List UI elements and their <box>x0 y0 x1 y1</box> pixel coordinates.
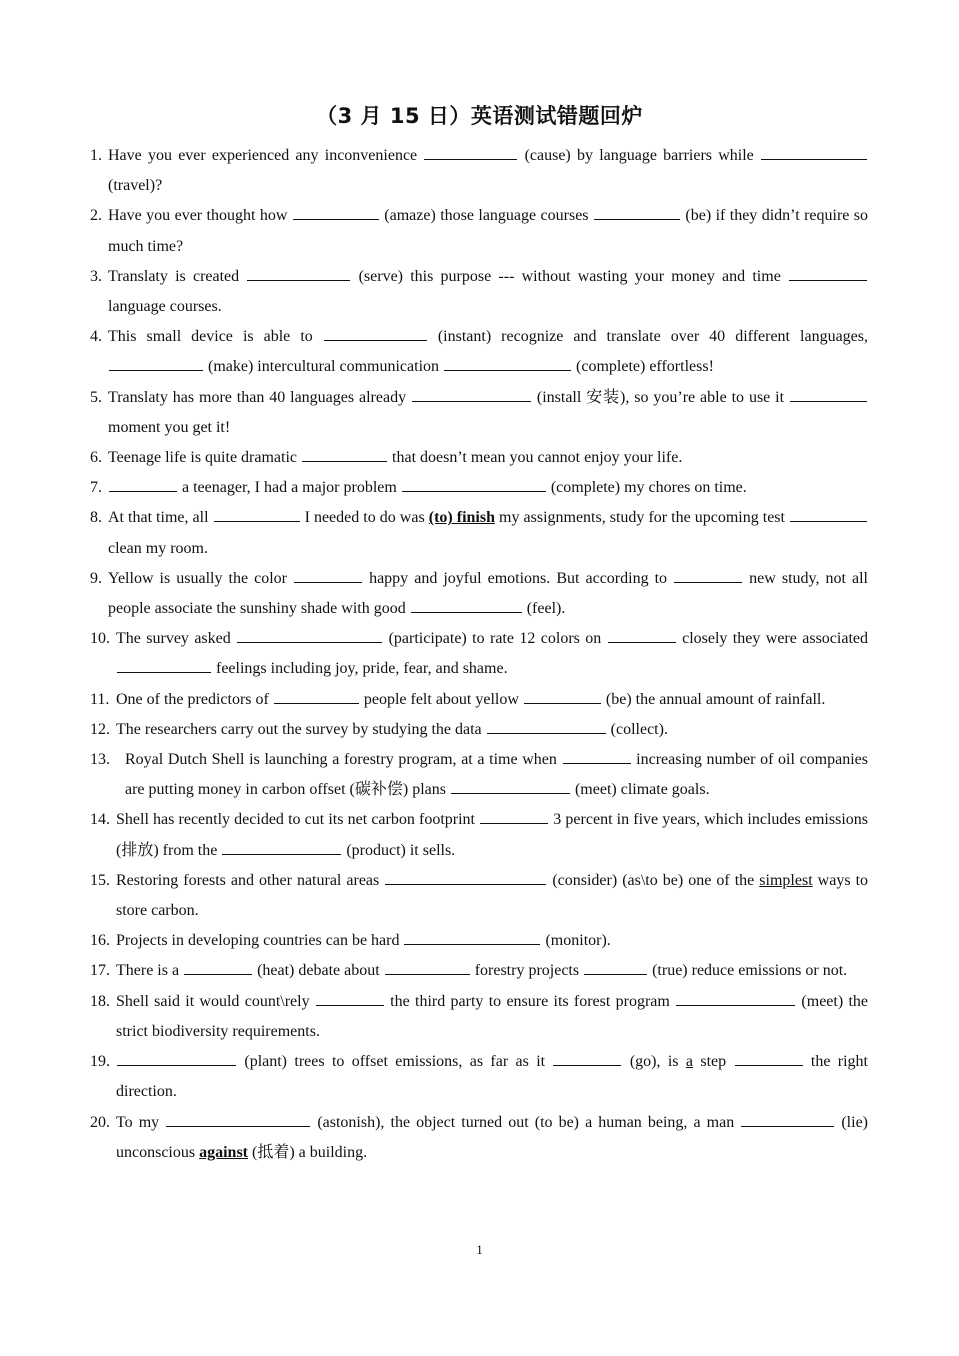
question-text: happy and joyful emotions. But according to <box>363 569 674 587</box>
question-item <box>90 322 868 382</box>
answer-blank[interactable] <box>316 990 384 1006</box>
question-text: Teenage life is quite dramatic <box>108 449 302 467</box>
answer-blank[interactable] <box>404 929 540 945</box>
question-number: 16. <box>90 932 110 950</box>
question-text: (go), is <box>622 1053 686 1071</box>
question-text: (meet) climate goals. <box>570 781 710 799</box>
question-text: clean my room. <box>108 539 208 557</box>
question-item <box>90 262 868 322</box>
answer-blank[interactable] <box>735 1050 803 1066</box>
question-text: Projects in developing countries can be hard <box>116 932 404 950</box>
answer-blank[interactable] <box>676 990 795 1006</box>
answer-blank[interactable] <box>524 688 601 704</box>
question-text: (be) the annual amount of rainfall. <box>601 690 826 708</box>
question-text: (complete) effortless! <box>572 358 714 376</box>
question-text: (collect). <box>606 720 668 738</box>
answer-blank[interactable] <box>402 476 546 492</box>
answer-blank[interactable] <box>293 204 379 220</box>
question-item <box>90 624 868 684</box>
question-text: (product) it sells. <box>342 841 456 859</box>
question-text: (heat) debate about <box>253 962 384 980</box>
question-item <box>90 926 868 956</box>
answer-blank[interactable] <box>117 1050 236 1066</box>
answer-blank[interactable] <box>117 657 211 673</box>
question-text: increasing number of oil companies are putting money in carbon offset (碳补偿) plans <box>125 751 869 799</box>
question-text: (抵着) a building. <box>248 1143 368 1161</box>
answer-blank[interactable] <box>594 204 680 220</box>
question-item <box>90 866 868 926</box>
question-number: 20. <box>90 1113 110 1131</box>
question-number: 17. <box>90 962 110 980</box>
question-number: 4. <box>90 328 102 346</box>
question-text: At that time, all <box>108 509 213 527</box>
question-text: There is a <box>116 962 184 980</box>
question-text: One of the predictors of <box>116 690 273 708</box>
question-text: the right direction. <box>116 1053 869 1101</box>
answer-blank[interactable] <box>166 1111 310 1127</box>
question-text: (travel)? <box>108 177 163 195</box>
question-number: 13. <box>90 751 110 769</box>
question-text: This small device is able to <box>108 328 323 346</box>
answer-blank[interactable] <box>385 869 546 885</box>
answer-blank[interactable] <box>247 265 350 281</box>
question-number: 3. <box>90 267 102 285</box>
question-text: (serve) this purpose --- without wasting your money and time <box>351 267 789 285</box>
question-item <box>90 1108 868 1168</box>
question-number: 6. <box>90 449 102 467</box>
question-text: (install 安装), so you’re able to use it <box>531 388 789 406</box>
question-item <box>90 745 868 805</box>
answer-blank[interactable] <box>761 144 867 160</box>
question-item <box>90 685 868 715</box>
question-text: (be) if they didn’t require so much time? <box>108 207 869 255</box>
question-text: (instant) recognize and translate over 40 different languages, <box>427 328 869 346</box>
question-text: (participate) to rate 12 colors on <box>383 630 607 648</box>
question-text: people felt about yellow <box>359 690 523 708</box>
question-text: (true) reduce emissions or not. <box>648 962 848 980</box>
question-number: 2. <box>90 207 102 225</box>
question-text: new study, not all people associate the sunshiny shade with good <box>108 569 869 618</box>
answer-blank[interactable] <box>480 808 548 824</box>
question-text: Restoring forests and other natural areas <box>116 871 385 889</box>
question-text: closely they were associated <box>676 630 868 648</box>
question-item <box>90 201 868 261</box>
answer-blank[interactable] <box>109 355 203 371</box>
question-text: (complete) my chores on time. <box>546 479 747 497</box>
question-text: Yellow is usually the color <box>108 569 294 587</box>
answer-blank[interactable] <box>424 144 517 160</box>
question-text: (feel). <box>522 600 566 618</box>
answer-blank[interactable] <box>451 778 570 794</box>
question-number: 18. <box>90 992 110 1010</box>
question-text: feelings including joy, pride, fear, and shame. <box>212 660 508 678</box>
question-text: (consider) (as\to be) one of the <box>547 871 760 889</box>
question-text: (astonish), the object turned out (to be) a human being, a man <box>311 1113 741 1131</box>
question-text: The researchers carry out the survey by studying the data <box>116 720 486 738</box>
answer-blank[interactable] <box>109 476 177 492</box>
question-number: 1. <box>90 147 102 164</box>
question-item <box>90 564 868 624</box>
answer-blank[interactable] <box>274 688 359 704</box>
question-text: forestry projects <box>470 962 584 980</box>
question-text: that doesn’t mean you cannot enjoy your life. <box>388 449 683 467</box>
question-text: Have you ever experienced any inconvenience <box>108 147 424 164</box>
question-number: 9. <box>90 569 102 587</box>
question-item <box>90 1047 868 1107</box>
question-list <box>90 141 868 1168</box>
question-text: my assignments, study for the upcoming test <box>495 509 790 527</box>
answer-blank[interactable] <box>584 959 647 975</box>
question-text: (plant) trees to offset emissions, as far as it <box>237 1053 553 1071</box>
underlined-word: a <box>685 1053 694 1071</box>
question-text: (cause) by language barriers while <box>518 147 760 164</box>
question-item <box>90 987 868 1047</box>
answer-blank[interactable] <box>741 1111 834 1127</box>
underlined-word: simplest <box>759 871 813 889</box>
question-text: Have you ever thought how <box>108 207 292 225</box>
question-item <box>90 715 868 745</box>
answer-blank[interactable] <box>674 567 742 583</box>
question-text: 3 percent in five years, which includes emissions (排放) from the <box>116 811 869 859</box>
question-item <box>90 383 868 443</box>
question-number: 15. <box>90 871 110 889</box>
question-text: (lie) unconscious <box>116 1113 868 1161</box>
answer-blank[interactable] <box>790 506 867 522</box>
question-item <box>90 956 868 986</box>
question-text: Shell said it would count\rely <box>116 992 315 1010</box>
question-text: ways to store carbon. <box>116 871 869 920</box>
answer-blank[interactable] <box>790 386 867 402</box>
question-text: (meet) the strict biodiversity requirements. <box>116 992 869 1040</box>
answer-blank[interactable] <box>237 627 382 643</box>
question-text: Shell has recently decided to cut its net carbon footprint <box>116 811 480 829</box>
question-text: language courses. <box>108 298 222 316</box>
question-text: step <box>693 1053 734 1071</box>
question-number: 19. <box>90 1053 110 1071</box>
answer-blank[interactable] <box>444 355 571 371</box>
question-text: (amaze) those language courses <box>379 207 593 225</box>
answer-blank[interactable] <box>294 567 362 583</box>
question-text: To my <box>116 1113 166 1131</box>
answer-blank[interactable] <box>411 597 522 613</box>
answer-blank[interactable] <box>608 627 676 643</box>
question-text: Translaty is created <box>108 267 247 285</box>
answer-blank[interactable] <box>324 325 427 341</box>
page-number: 1 <box>476 1242 483 1257</box>
question-text: (monitor). <box>541 932 611 950</box>
question-number: 5. <box>90 388 102 406</box>
emphasized-phrase: against <box>199 1143 249 1161</box>
answer-blank[interactable] <box>184 959 252 975</box>
answer-blank[interactable] <box>412 386 531 402</box>
question-text: Royal Dutch Shell is launching a forestry program, at a time when <box>125 751 562 769</box>
answer-blank[interactable] <box>302 446 387 462</box>
question-text: The survey asked <box>116 630 237 648</box>
question-number: 8. <box>90 509 102 527</box>
question-text: Translaty has more than 40 languages already <box>108 388 411 406</box>
answer-blank[interactable] <box>553 1050 621 1066</box>
question-item <box>90 503 868 563</box>
document-title: （3 月 15 日）英语测试错题回炉 <box>316 104 643 128</box>
answer-blank[interactable] <box>789 265 867 281</box>
question-text: I needed to do was <box>300 509 429 527</box>
question-item <box>90 141 868 201</box>
question-number: 10. <box>90 630 110 648</box>
question-number: 14. <box>90 811 110 829</box>
question-number: 7. <box>90 479 102 497</box>
answer-blank[interactable] <box>222 839 341 855</box>
question-item <box>90 443 868 473</box>
question-text: moment you get it! <box>108 418 231 436</box>
answer-blank[interactable] <box>214 506 300 522</box>
question-item <box>90 805 868 865</box>
emphasized-phrase: (to) finish <box>428 509 495 527</box>
answer-blank[interactable] <box>385 959 470 975</box>
question-number: 12. <box>90 720 110 738</box>
question-text: (make) intercultural communication <box>204 358 444 376</box>
question-text: a teenager, I had a major problem <box>178 479 401 497</box>
question-number: 11. <box>90 690 110 708</box>
answer-blank[interactable] <box>563 748 631 764</box>
question-text: the third party to ensure its forest program <box>384 992 676 1010</box>
question-item <box>90 473 868 503</box>
answer-blank[interactable] <box>487 718 606 734</box>
